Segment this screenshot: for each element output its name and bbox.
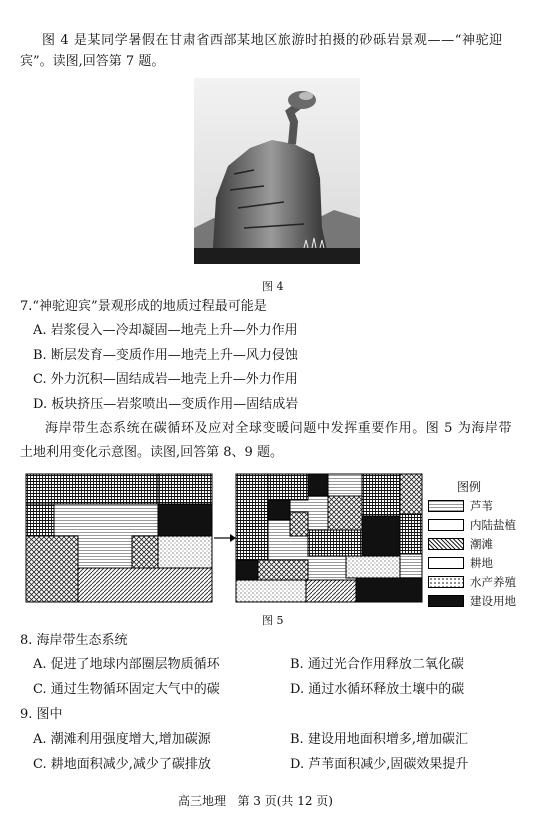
q8-option-a: A. 促进了地球内部圈层物质循环	[33, 657, 220, 672]
tidal-flat-swatch	[428, 538, 464, 550]
legend-label: 潮滩	[470, 537, 493, 551]
q9-option-a: A. 潮滩利用强度增大,增加碳源	[33, 732, 211, 747]
legend-item-farm	[428, 555, 493, 571]
intro2-line-2: 土地利用变化示意图。读图,回答第 8、9 题。	[20, 445, 283, 460]
built-up-swatch	[428, 595, 464, 607]
q7-option-c: C. 外力沉积—固结成岩—地壳上升—外力作用	[33, 372, 298, 387]
legend-title: 图例	[457, 480, 482, 494]
map-before	[26, 474, 212, 602]
figure4-caption: 图 4	[262, 280, 284, 293]
intro2-line-1: 海岸带生态系统在碳循环及应对全球变暖问题中发挥重要作用。图 5 为海岸带	[45, 421, 513, 436]
coastal-land-use-diagram	[24, 472, 424, 606]
q9-option-c: C. 耕地面积减少,减少了碳排放	[33, 757, 211, 772]
salt-plant-swatch	[428, 519, 464, 531]
legend-item-salt	[428, 517, 516, 533]
page-footer: 高三地理 第 3 页(共 12 页)	[178, 794, 333, 808]
change-arrow	[214, 534, 236, 542]
intro-line-1: 图 4 是某同学暑假在甘肃省西部某地区旅游时拍摄的砂砾岩景观——“神驼迎	[42, 33, 503, 48]
intro-line-2: 宾”。读图,回答第 7 题。	[20, 54, 165, 69]
q7-stem: 7.“神驼迎宾”景观形成的地质过程最可能是	[20, 299, 267, 314]
legend-label: 水产养殖	[470, 575, 516, 589]
q7-option-a: A. 岩浆侵入—冷却凝固—地壳上升—外力作用	[33, 323, 298, 338]
legend-label: 内陆盐植	[470, 518, 516, 532]
q9-option-d: D. 芦苇面积减少,固碳效果提升	[290, 757, 469, 772]
q8-option-c: C. 通过生物循环固定大气中的碳	[33, 682, 220, 697]
q8-option-b: B. 通过光合作用释放二氧化碳	[290, 657, 464, 672]
farmland-swatch	[428, 557, 464, 569]
rock-landscape-photo	[194, 78, 360, 264]
map-after	[236, 474, 422, 602]
legend-label: 芦苇	[470, 499, 493, 513]
figure5-caption: 图 5	[262, 614, 284, 627]
legend-label: 建设用地	[470, 594, 516, 608]
q7-option-b: B. 断层发育—变质作用—地壳上升—风力侵蚀	[33, 348, 298, 363]
legend-item-built	[428, 593, 516, 609]
aquaculture-swatch	[428, 576, 464, 588]
legend-item-tidal	[428, 536, 493, 552]
q9-stem: 9. 图中	[20, 707, 63, 722]
q7-option-d: D. 板块挤压—岩浆喷出—变质作用—固结成岩	[33, 397, 299, 412]
legend-item-reed	[428, 498, 493, 514]
legend-item-aqua	[428, 574, 516, 590]
reed-swatch	[428, 500, 464, 512]
q8-stem: 8. 海岸带生态系统	[20, 633, 128, 648]
q9-option-b: B. 建设用地面积增多,增加碳汇	[290, 732, 468, 747]
legend-label: 耕地	[470, 556, 493, 570]
q8-option-d: D. 通过水循环释放土壤中的碳	[290, 682, 465, 697]
